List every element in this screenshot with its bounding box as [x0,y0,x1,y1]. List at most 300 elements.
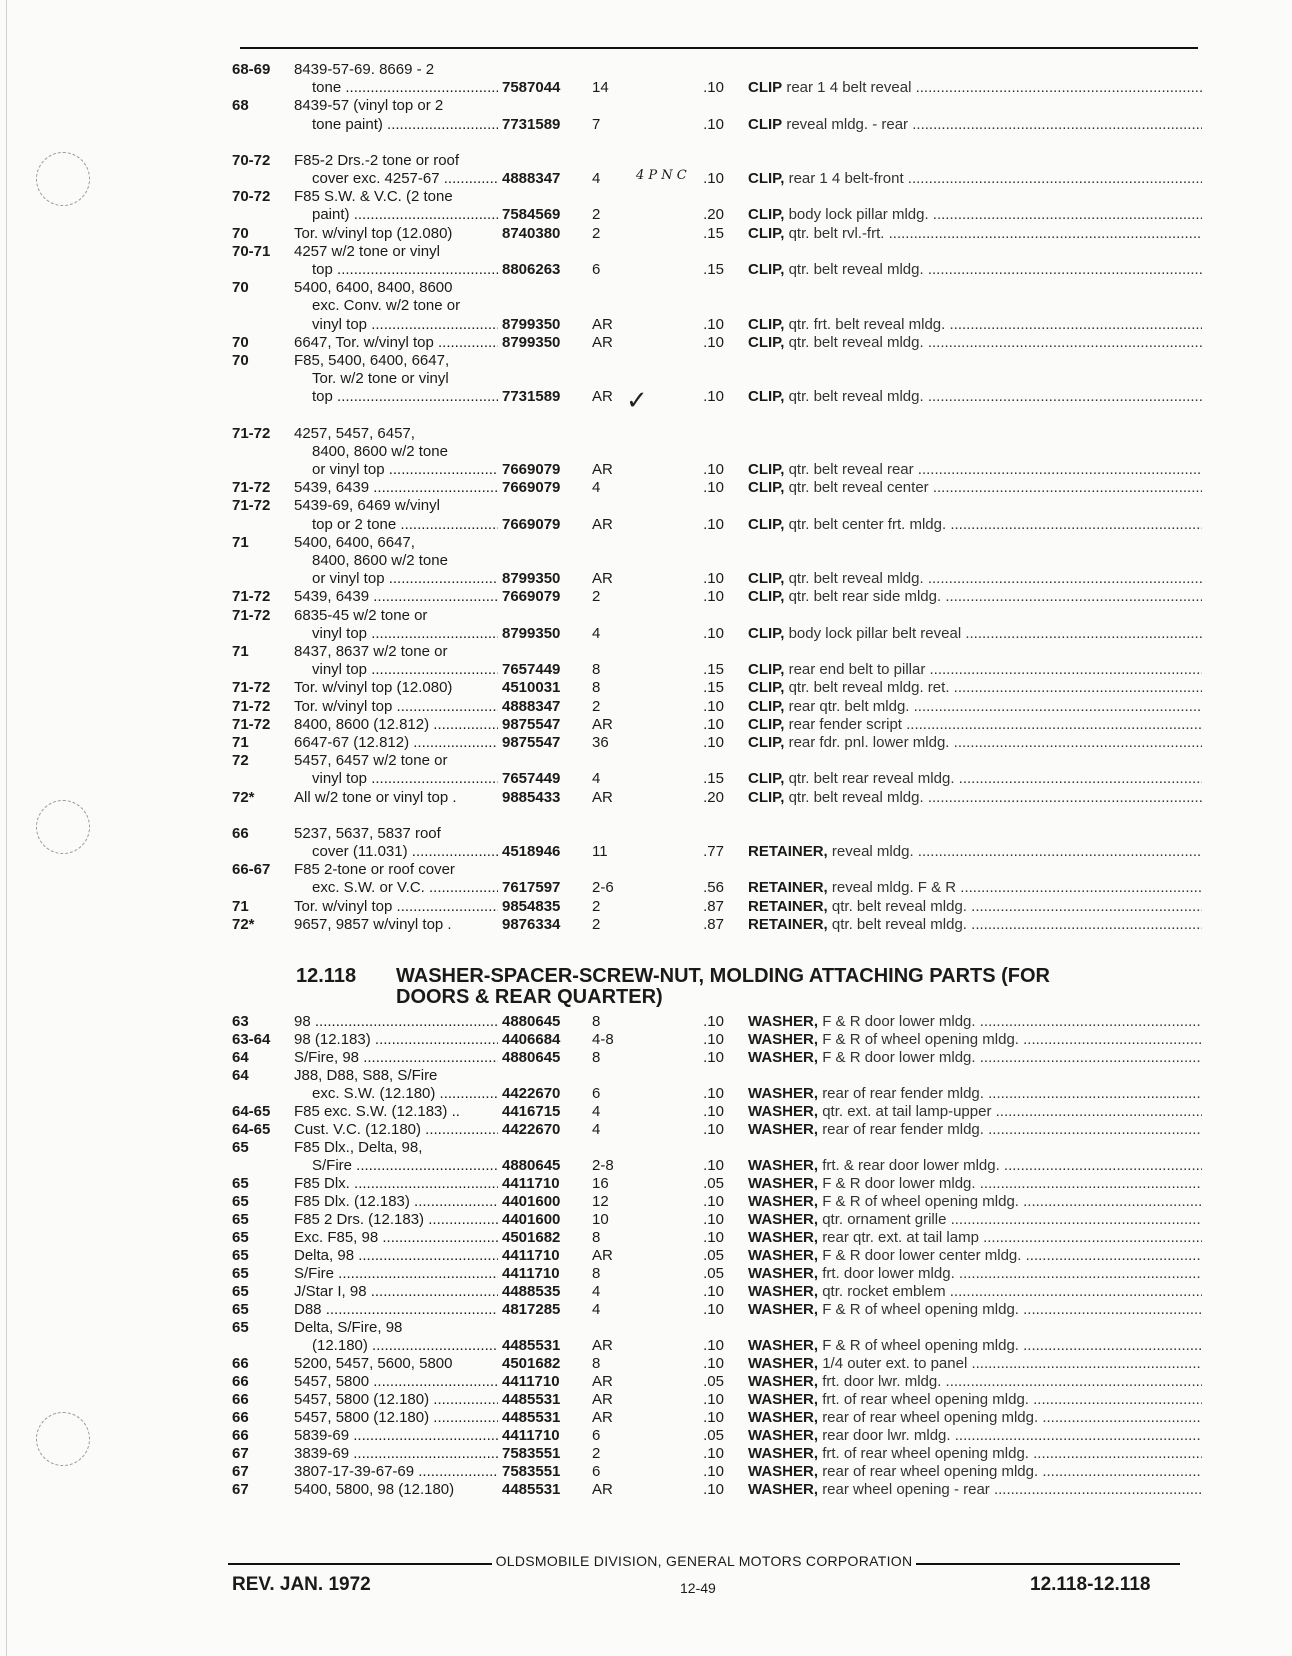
part-number: 4422670 [502,1121,561,1138]
table-row [232,1120,1202,1139]
model-description: tone paint) ..... [312,115,498,134]
table-row [232,169,1202,188]
model-description: 8400, 8600 w/2 tone [312,442,448,460]
part-name [748,1210,1202,1229]
price: .10 [703,734,724,751]
quantity: 4 [592,170,601,187]
table-row [232,1318,1202,1337]
part-number: 7669079 [502,588,561,606]
part-type: WASHER, [748,1049,819,1066]
table-row [232,1336,1202,1355]
part-name [748,897,1202,916]
price: .10 [703,461,724,478]
model-description: 98 ..... [294,1012,498,1031]
part-number: 9875547 [502,734,561,751]
price: .20 [703,788,724,806]
model-description: 5439-69, 6469 w/vinyl [294,497,440,515]
table-row [232,242,1202,261]
quantity: 8 [592,1265,601,1282]
table-row [232,478,1202,497]
part-name [748,678,1202,697]
quantity: 4 [592,479,601,497]
table-row [232,442,1202,461]
part-name [748,115,1202,134]
part-name [748,1246,1202,1265]
model-description: 5439, 6439 ..... [294,478,498,497]
part-name [748,1012,1202,1031]
part-number: 7583551 [502,1445,561,1462]
part-detail: frt. door lower mldg. ..... [822,1265,1202,1282]
part-type: CLIP, [748,734,785,751]
table-row [232,1372,1202,1391]
part-type: WASHER, [748,1247,819,1264]
price: .05 [703,1175,724,1192]
price: .10 [703,170,724,187]
quantity: 4 [592,1121,601,1138]
part-detail: F & R of wheel opening mldg. ..... [822,1031,1202,1048]
part-detail: rear fdr. pnl. lower mldg. ..... [789,734,1202,751]
model-description: F85 Dlx. (12.183) ..... [294,1192,498,1211]
part-name [748,478,1202,497]
table-row [232,151,1202,170]
part-name [748,205,1202,224]
part-name [748,733,1202,752]
part-number: 8740380 [502,224,561,242]
part-number: 4485531 [502,1337,561,1354]
model-year: 65 [232,1193,249,1210]
part-type: CLIP, [748,315,785,333]
footer-division-text: OLDSMOBILE DIVISION, GENERAL MOTORS CORPORATION [492,1553,917,1569]
part-detail: qtr. belt reveal center ..... [789,479,1202,496]
part-type: CLIP, [748,261,785,278]
punch-hole-bottom [36,1412,90,1466]
model-description: Tor. w/vinyl top ..... [294,897,498,916]
quantity: AR [592,333,613,351]
price: .15 [703,261,724,278]
part-detail: rear end belt to pillar ..... [789,661,1202,678]
table-row [232,1354,1202,1373]
quantity: AR [592,315,613,333]
table-row [232,224,1202,243]
part-detail: qtr. belt rear side mldg. ..... [789,588,1202,605]
table-row [232,1192,1202,1211]
part-number: 4485531 [502,1391,561,1408]
price: .56 [703,879,724,897]
part-type: WASHER, [748,1355,819,1372]
model-year: 71 [232,533,249,551]
model-year: 65 [232,1211,249,1228]
part-name [748,1462,1202,1481]
price: .10 [703,1337,724,1354]
part-detail: qtr. belt reveal mldg. ..... [789,261,1202,278]
table-row [232,187,1202,206]
part-type: CLIP [748,115,783,133]
top-rule [240,47,1198,49]
part-number: 4485531 [502,1481,561,1498]
page-number: 12-49 [680,1580,716,1596]
model-description: 5237, 5637, 5837 roof [294,824,441,842]
quantity: AR [592,1481,613,1498]
model-description: top or 2 tone ..... [312,515,498,534]
part-number: 8806263 [502,261,561,278]
table-row [232,351,1202,370]
part-detail: frt. of rear wheel opening mldg. ..... [822,1445,1202,1462]
part-number: 4880645 [502,1157,561,1174]
part-name [748,715,1202,734]
model-description: paint) ..... [312,205,498,224]
part-detail: reveal mldg. F & R ..... [832,879,1202,896]
model-year: 66 [232,1373,249,1390]
model-year: 66 [232,824,249,842]
model-description: 9657, 9857 w/vinyl top . [294,915,452,933]
model-year: 67 [232,1445,249,1462]
model-description: exc. Conv. w/2 tone or [312,297,461,315]
table-row [232,897,1202,916]
model-year: 71-72 [232,679,271,697]
part-type: CLIP, [748,224,785,242]
part-type: WASHER, [748,1409,819,1426]
model-year: 68-69 [232,61,271,78]
price: .10 [703,1211,724,1228]
model-year: 66 [232,1391,249,1408]
model-year: 65 [232,1319,249,1336]
table-row [232,1012,1202,1031]
model-description: top ..... [312,387,498,406]
part-number: 9854835 [502,897,561,915]
part-type: WASHER, [748,1481,819,1498]
price: .10 [703,715,724,733]
part-name [748,842,1202,861]
section-number: 12.118 [296,965,357,987]
price: .77 [703,843,724,860]
part-detail: F & R door lower mldg. ..... [822,1175,1202,1192]
quantity: 4-8 [592,1031,614,1048]
part-number: 4411710 [502,1373,560,1390]
part-detail: F & R of wheel opening mldg. ..... [822,1193,1202,1210]
part-number: 7587044 [502,79,561,97]
model-description: Tor. w/2 tone or vinyl [312,370,449,388]
table-row [232,1030,1202,1049]
part-number: 4880645 [502,1049,561,1066]
price: .10 [703,1409,724,1426]
model-year: 64-65 [232,1103,271,1120]
part-number: 4401600 [502,1193,561,1210]
model-description: 5839-69 ..... [294,1426,498,1445]
part-detail: rear door lwr. mldg. ..... [822,1427,1202,1444]
model-description: F85, 5400, 6400, 6647, [294,352,450,369]
part-name [748,169,1202,188]
model-year: 71-72 [232,606,271,624]
part-detail: rear qtr. ext. at tail lamp ..... [822,1229,1202,1246]
part-detail: qtr. belt reveal mldg. ..... [832,898,1202,915]
part-detail: rear of rear wheel opening mldg. ..... [822,1463,1202,1480]
part-type: CLIP, [748,206,785,224]
part-type: WASHER, [748,1427,819,1444]
price: .15 [703,679,724,697]
part-name [748,1264,1202,1283]
part-type: WASHER, [748,1301,819,1318]
table-row [232,1408,1202,1427]
model-description: Delta, 98 ..... [294,1246,498,1265]
part-type: WASHER, [748,1265,819,1282]
quantity: AR [592,1247,613,1264]
quantity: 4 [592,624,601,642]
price: .10 [703,697,724,715]
part-detail: rear 1 4 belt reveal ..... [786,79,1202,96]
part-number: 7669079 [502,461,561,478]
table-row [232,915,1202,934]
part-detail: rear wheel opening - rear ..... [822,1481,1202,1498]
price: .10 [703,1013,724,1030]
model-year: 64-65 [232,1121,271,1138]
model-description: 4257 w/2 tone or vinyl [294,242,440,260]
part-type: CLIP, [748,461,785,478]
table-row [232,1462,1202,1481]
part-detail: body lock pillar mldg. ..... [789,206,1202,223]
part-name [748,1102,1202,1121]
table-row [232,260,1202,279]
part-type: WASHER, [748,1211,819,1228]
part-name [748,1084,1202,1103]
model-year: 71-72 [232,479,271,497]
table-row [232,1426,1202,1445]
table-row [232,715,1202,734]
model-description: F85 2 Drs. (12.183) ..... [294,1210,498,1229]
price: .15 [703,224,724,242]
model-description: 5457, 6457 w/2 tone or [294,752,448,770]
price: .10 [703,1355,724,1372]
table-row [232,1264,1202,1283]
section-title-line2: DOORS & REAR QUARTER) [396,986,663,1008]
part-detail: reveal mldg. ..... [832,843,1202,860]
table-row [232,515,1202,534]
model-description: F85 2-tone or roof cover [294,861,455,879]
table-row [232,1246,1202,1265]
part-type: CLIP, [748,333,785,351]
price: .10 [703,515,724,533]
price: .10 [703,1481,724,1498]
quantity: 36 [592,734,609,751]
table-row [232,1156,1202,1175]
part-number: 4401600 [502,1211,561,1228]
model-year: 66 [232,1409,249,1426]
model-description: vinyl top ..... [312,769,498,788]
part-detail: qtr. belt reveal mldg. ..... [789,388,1202,405]
price: .87 [703,915,724,933]
quantity: 6 [592,1463,601,1480]
model-description: 4257, 5457, 6457, [294,424,415,442]
table-row [232,842,1202,861]
table-row [232,1210,1202,1229]
part-name [748,260,1202,279]
part-detail: qtr. belt reveal mldg. ..... [789,789,1202,806]
price: .10 [703,1391,724,1408]
part-name [748,1120,1202,1139]
model-year: 71-72 [232,588,271,606]
quantity: 2 [592,915,601,933]
table-row [232,1084,1202,1103]
part-type: RETAINER, [748,879,828,897]
part-number: 7669079 [502,479,561,497]
part-number: 7731589 [502,388,561,406]
quantity: 2 [592,1445,601,1462]
price: .10 [703,1301,724,1318]
part-name [748,1030,1202,1049]
part-detail: qtr. ext. at tail lamp-upper ..... [822,1103,1202,1120]
model-year: 63-64 [232,1031,271,1048]
part-name [748,1372,1202,1391]
model-year: 65 [232,1175,249,1192]
model-year: 70-72 [232,188,271,206]
table-row [232,878,1202,897]
part-type: CLIP, [748,479,785,497]
part-detail: F & R door lower mldg. ..... [822,1049,1202,1066]
part-detail: qtr. belt reveal mldg. ..... [789,334,1202,351]
price: .87 [703,897,724,915]
model-description: 8400, 8600 w/2 tone [312,552,448,569]
quantity: 7 [592,115,601,133]
part-type: WASHER, [748,1031,819,1048]
model-description: 5457, 5800 ..... [294,1372,498,1391]
part-number: 7731589 [502,115,561,133]
part-type: CLIP, [748,770,785,788]
part-name [748,769,1202,788]
model-year: 65 [232,1247,249,1264]
table-row [232,1102,1202,1121]
part-number: 4416715 [502,1103,561,1120]
model-year: 67 [232,1463,249,1480]
section-range: 12.118-12.118 [1030,1574,1151,1595]
quantity: 6 [592,1427,601,1444]
part-detail: F & R door lower mldg. ..... [822,1013,1202,1030]
part-type: CLIP, [748,570,785,588]
part-number: 7584569 [502,206,561,224]
quantity: AR [592,1391,613,1408]
model-description: 5457, 5800 (12.180) ..... [294,1390,498,1409]
model-year: 71-72 [232,697,271,715]
part-number: 4411710 [502,1247,560,1264]
part-detail: F & R of wheel opening mldg. ..... [822,1301,1202,1318]
table-row [232,1174,1202,1193]
part-type: WASHER, [748,1103,819,1120]
part-type: WASHER, [748,1373,819,1390]
model-description: 5400, 6400, 6647, [294,533,415,551]
model-year: 70 [232,333,249,351]
price: .10 [703,1193,724,1210]
table-row [232,824,1202,843]
quantity: 12 [592,1193,609,1210]
part-name [748,333,1202,352]
quantity: 8 [592,1355,601,1372]
model-year: 72* [232,788,255,806]
part-number: 8799350 [502,315,561,333]
part-detail: body lock pillar belt reveal ..... [789,625,1202,642]
price: .10 [703,1103,724,1120]
table-row [232,606,1202,625]
model-description: Delta, S/Fire, 98 [294,1319,403,1336]
part-type: WASHER, [748,1463,819,1480]
quantity: AR [592,570,613,588]
table-row [232,1282,1202,1301]
part-detail: qtr. frt. belt reveal mldg. ..... [789,316,1202,333]
price: .15 [703,661,724,679]
part-name [748,515,1202,534]
table-row [232,1444,1202,1463]
part-type: WASHER, [748,1121,819,1138]
quantity: 4 [592,1301,601,1318]
quantity: 2 [592,697,601,715]
table-row [232,1066,1202,1085]
part-detail: qtr. belt reveal mldg. ..... [789,570,1202,587]
part-number: 4422670 [502,1085,561,1102]
model-description: F85 S.W. & V.C. (2 tone [294,188,453,206]
part-name [748,1174,1202,1193]
model-year: 66 [232,1355,249,1372]
model-description: Tor. w/vinyl top (12.080) [294,679,453,697]
quantity: 4 [592,1103,601,1120]
model-year: 70 [232,279,249,297]
part-detail: frt. door lwr. mldg. ..... [822,1373,1202,1390]
model-description: cover exc. 4257-67 ..... [312,169,498,188]
model-year: 64 [232,1067,249,1084]
price: .05 [703,1427,724,1444]
part-name [748,78,1202,97]
price: .10 [703,570,724,588]
quantity: AR [592,1337,613,1354]
part-type: WASHER, [748,1283,819,1300]
table-row [232,333,1202,352]
model-year: 71-72 [232,424,271,442]
part-number: 9885433 [502,788,561,806]
model-description: exc. S.W. or V.C. ..... [312,878,498,897]
model-description: 3807-17-39-67-69 ..... [294,1462,498,1481]
table-row [232,278,1202,297]
part-number: 7617597 [502,879,561,897]
part-number: 4411710 [502,1427,560,1444]
part-detail: 1/4 outer ext. to panel ..... [822,1355,1202,1372]
part-type: RETAINER, [748,897,828,915]
punch-hole-middle [36,800,90,854]
model-description: Tor. w/vinyl top ..... [294,697,498,716]
part-detail: qtr. belt reveal mldg. ..... [832,916,1202,933]
model-year: 67 [232,1481,249,1498]
model-description: Cust. V.C. (12.180) ..... [294,1120,498,1139]
model-description: F85 exc. S.W. (12.183) .. [294,1103,460,1120]
part-name [748,1192,1202,1211]
part-name [748,878,1202,897]
quantity: 2 [592,897,601,915]
part-name [748,915,1202,934]
price: .10 [703,1031,724,1048]
part-detail: qtr. belt rvl.-frt. ..... [789,225,1202,242]
quantity: 2-6 [592,879,614,897]
part-type: WASHER, [748,1445,819,1462]
quantity: 8 [592,1013,601,1030]
quantity: AR [592,715,613,733]
model-description: 3839-69 ..... [294,1444,498,1463]
table-row [232,769,1202,788]
price: .10 [703,1049,724,1066]
part-type: RETAINER, [748,915,828,933]
quantity: AR [592,461,613,478]
part-type: RETAINER, [748,843,828,860]
quantity: 10 [592,1211,609,1228]
table-row [232,496,1202,515]
model-description: vinyl top ..... [312,660,498,679]
table-row [232,624,1202,643]
model-description: top ..... [312,260,498,279]
part-name [748,1156,1202,1175]
